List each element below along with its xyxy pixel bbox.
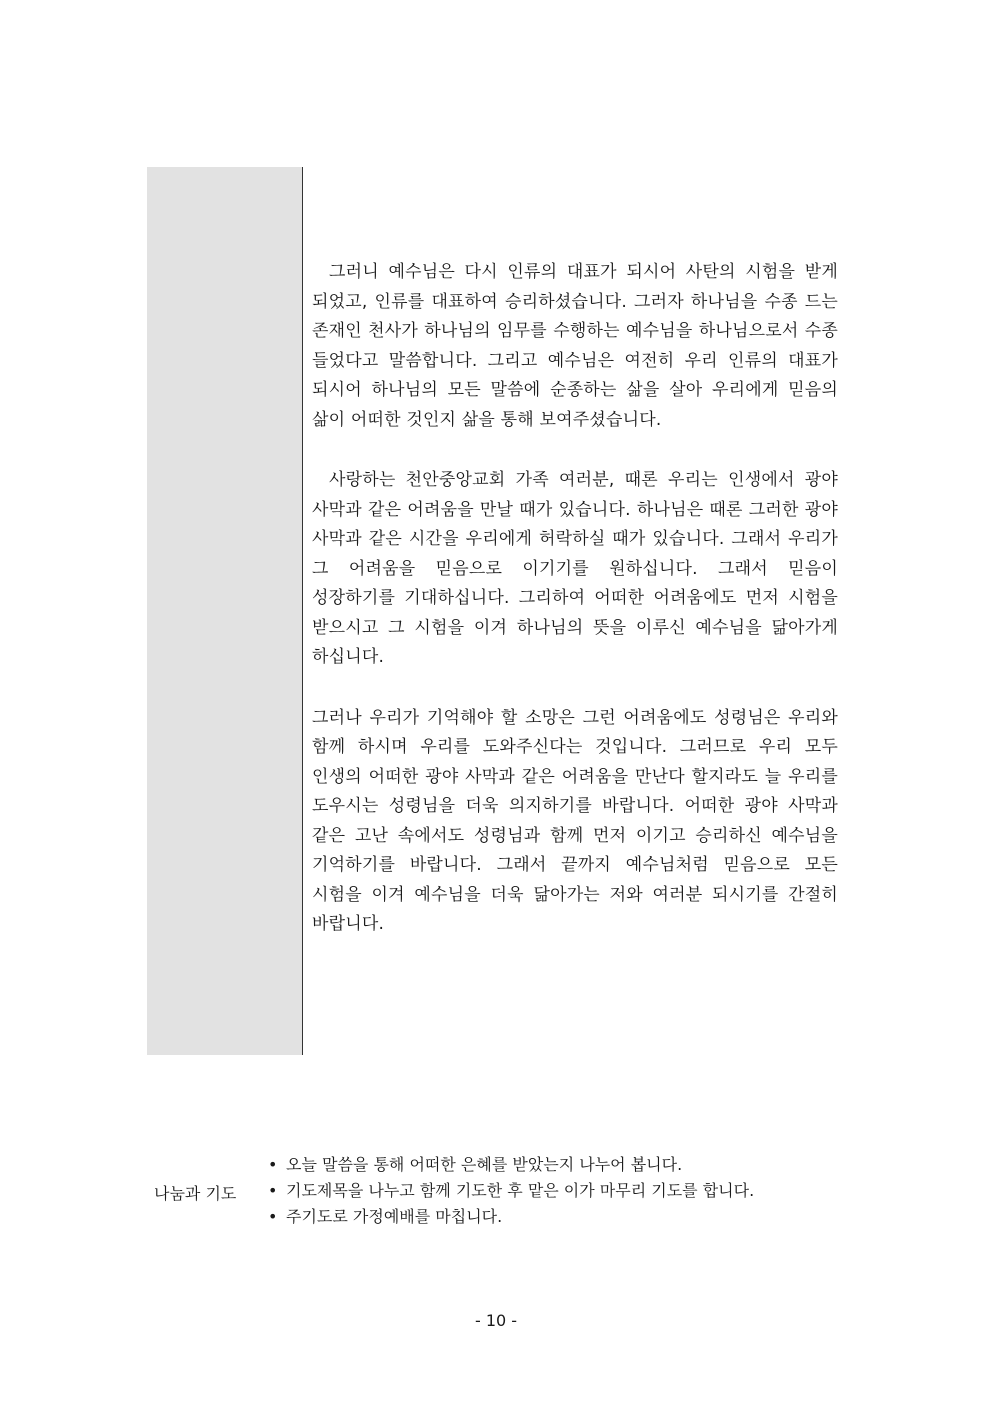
bullet-icon: • (268, 1155, 278, 1174)
sermon-body (312, 258, 838, 971)
sharing-item-text: 오늘 말씀을 통해 어떠한 은혜를 받았는지 나누어 봅니다. (286, 1155, 683, 1174)
sharing-list-item (268, 1204, 754, 1230)
side-panel (147, 167, 303, 1055)
sharing-list (268, 1152, 754, 1230)
sharing-item-text: 기도제목을 나누고 함께 기도한 후 맡은 이가 마무리 기도를 합니다. (286, 1181, 755, 1200)
bullet-icon: • (268, 1207, 278, 1226)
sharing-and-prayer-section (0, 1152, 992, 1236)
sermon-paragraph-1: 그러니 예수님은 다시 인류의 대표가 되시어 사탄의 시험을 받게 되었고, 인류를 대표하여 승리하셨습니다. 그러자 하나님을 수종 드는 존재인 천사가 하나님의 임무를 수행하는 예수님을 하나님으로서 수종 들었다고 말씀합니다. 그리고 예수님은 여전히 우리 인류의 대표가 되시어 하나님의 모든 말씀에 순종하는 삶을 살아 우리에게 믿음의 삶이 어떠한 것인지 삶을 통해 보여주셨습니다. (312, 262, 838, 430)
bullet-icon: • (268, 1181, 278, 1200)
sharing-list-item (268, 1152, 754, 1178)
sermon-paragraph-3: 그러나 우리가 기억해야 할 소망은 그런 어려움에도 성령님은 우리와 함께 하시며 우리를 도와주신다는 것입니다. 그러므로 우리 모두 인생의 어떠한 광야 사막과 같은 어려움을 만난다 할지라도 늘 우리를 도우시는 성령님을 더욱 의지하기를 바랍니다. 어떠한 광야 사막과 같은 고난 속에서도 성령님과 함께 먼저 이기고 승리하신 예수님을 기억하기를 바랍니다. 그래서 끝까지 예수님처럼 믿음으로 모든 시험을 이겨 예수님을 더욱 닮아가는 저와 여러분 되시기를 간절히 바랍니다. (312, 707, 838, 934)
sermon-paragraph-2: 사랑하는 천안중앙교회 가족 여러분, 때론 우리는 인생에서 광야 사막과 같은 어려움을 만날 때가 있습니다. 하나님은 때론 그러한 광야 사막과 같은 시간을 우리에게 허락하실 때가 있습니다. 그래서 우리가 그 어려움을 믿음으로 이기기를 원하십니다. 그래서 믿음이 성장하기를 기대하십니다. 그리하여 어떠한 어려움에도 먼저 시험을 받으시고 그 시험을 이겨 하나님의 뜻을 이루신 예수님을 닮아가게 하십니다. (312, 470, 838, 667)
page-number: - 10 - (474, 1311, 518, 1330)
sharing-label: 나눔과 기도 (154, 1184, 237, 1203)
sharing-list-item (268, 1178, 754, 1204)
sharing-item-text: 주기도로 가정예배를 마칩니다. (286, 1207, 503, 1226)
